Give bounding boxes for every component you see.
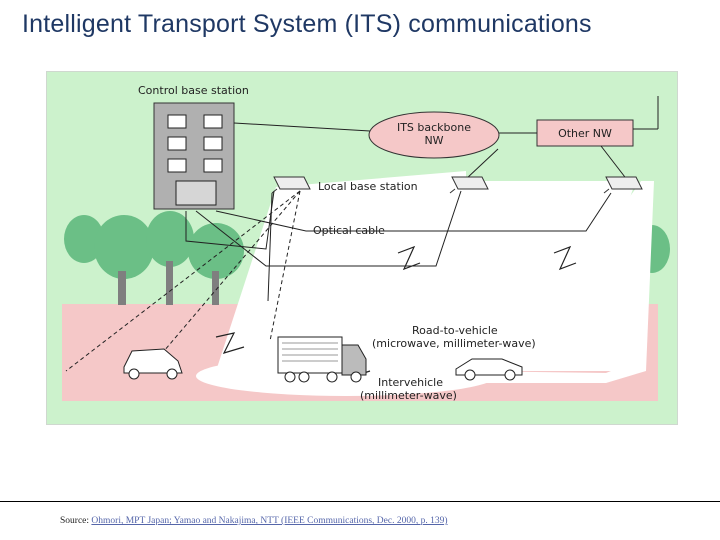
other-nw-label: Other NW	[558, 127, 612, 140]
footer-rule	[0, 501, 720, 502]
optical-cable-label: Optical cable	[313, 224, 385, 237]
road-to-vehicle-label-line1: Road-to-vehicle	[412, 324, 498, 337]
source-prefix: Source:	[60, 516, 90, 526]
intervehicle-label-line2: (millimeter-wave)	[360, 389, 457, 402]
control-base-station-building	[154, 103, 234, 209]
road-to-vehicle-label-line2: (microwave, millimeter-wave)	[372, 337, 536, 350]
control-base-station-label: Control base station	[138, 84, 249, 97]
source-link[interactable]: Ohmori, MPT Japan; Yamao and Nakajima, NTT (IEEE Communications, Dec. 2000, p. 139)	[91, 516, 448, 526]
source-citation	[60, 516, 448, 526]
slide-title: Intelligent Transport System (ITS) communications	[22, 10, 592, 38]
its-backbone-label-line1: ITS backbone	[396, 121, 472, 134]
intervehicle-label-line1: Intervehicle	[378, 376, 443, 389]
local-base-station-label: Local base station	[318, 180, 418, 193]
its-diagram	[46, 71, 678, 425]
its-backbone-label-line2: NW	[424, 134, 444, 147]
